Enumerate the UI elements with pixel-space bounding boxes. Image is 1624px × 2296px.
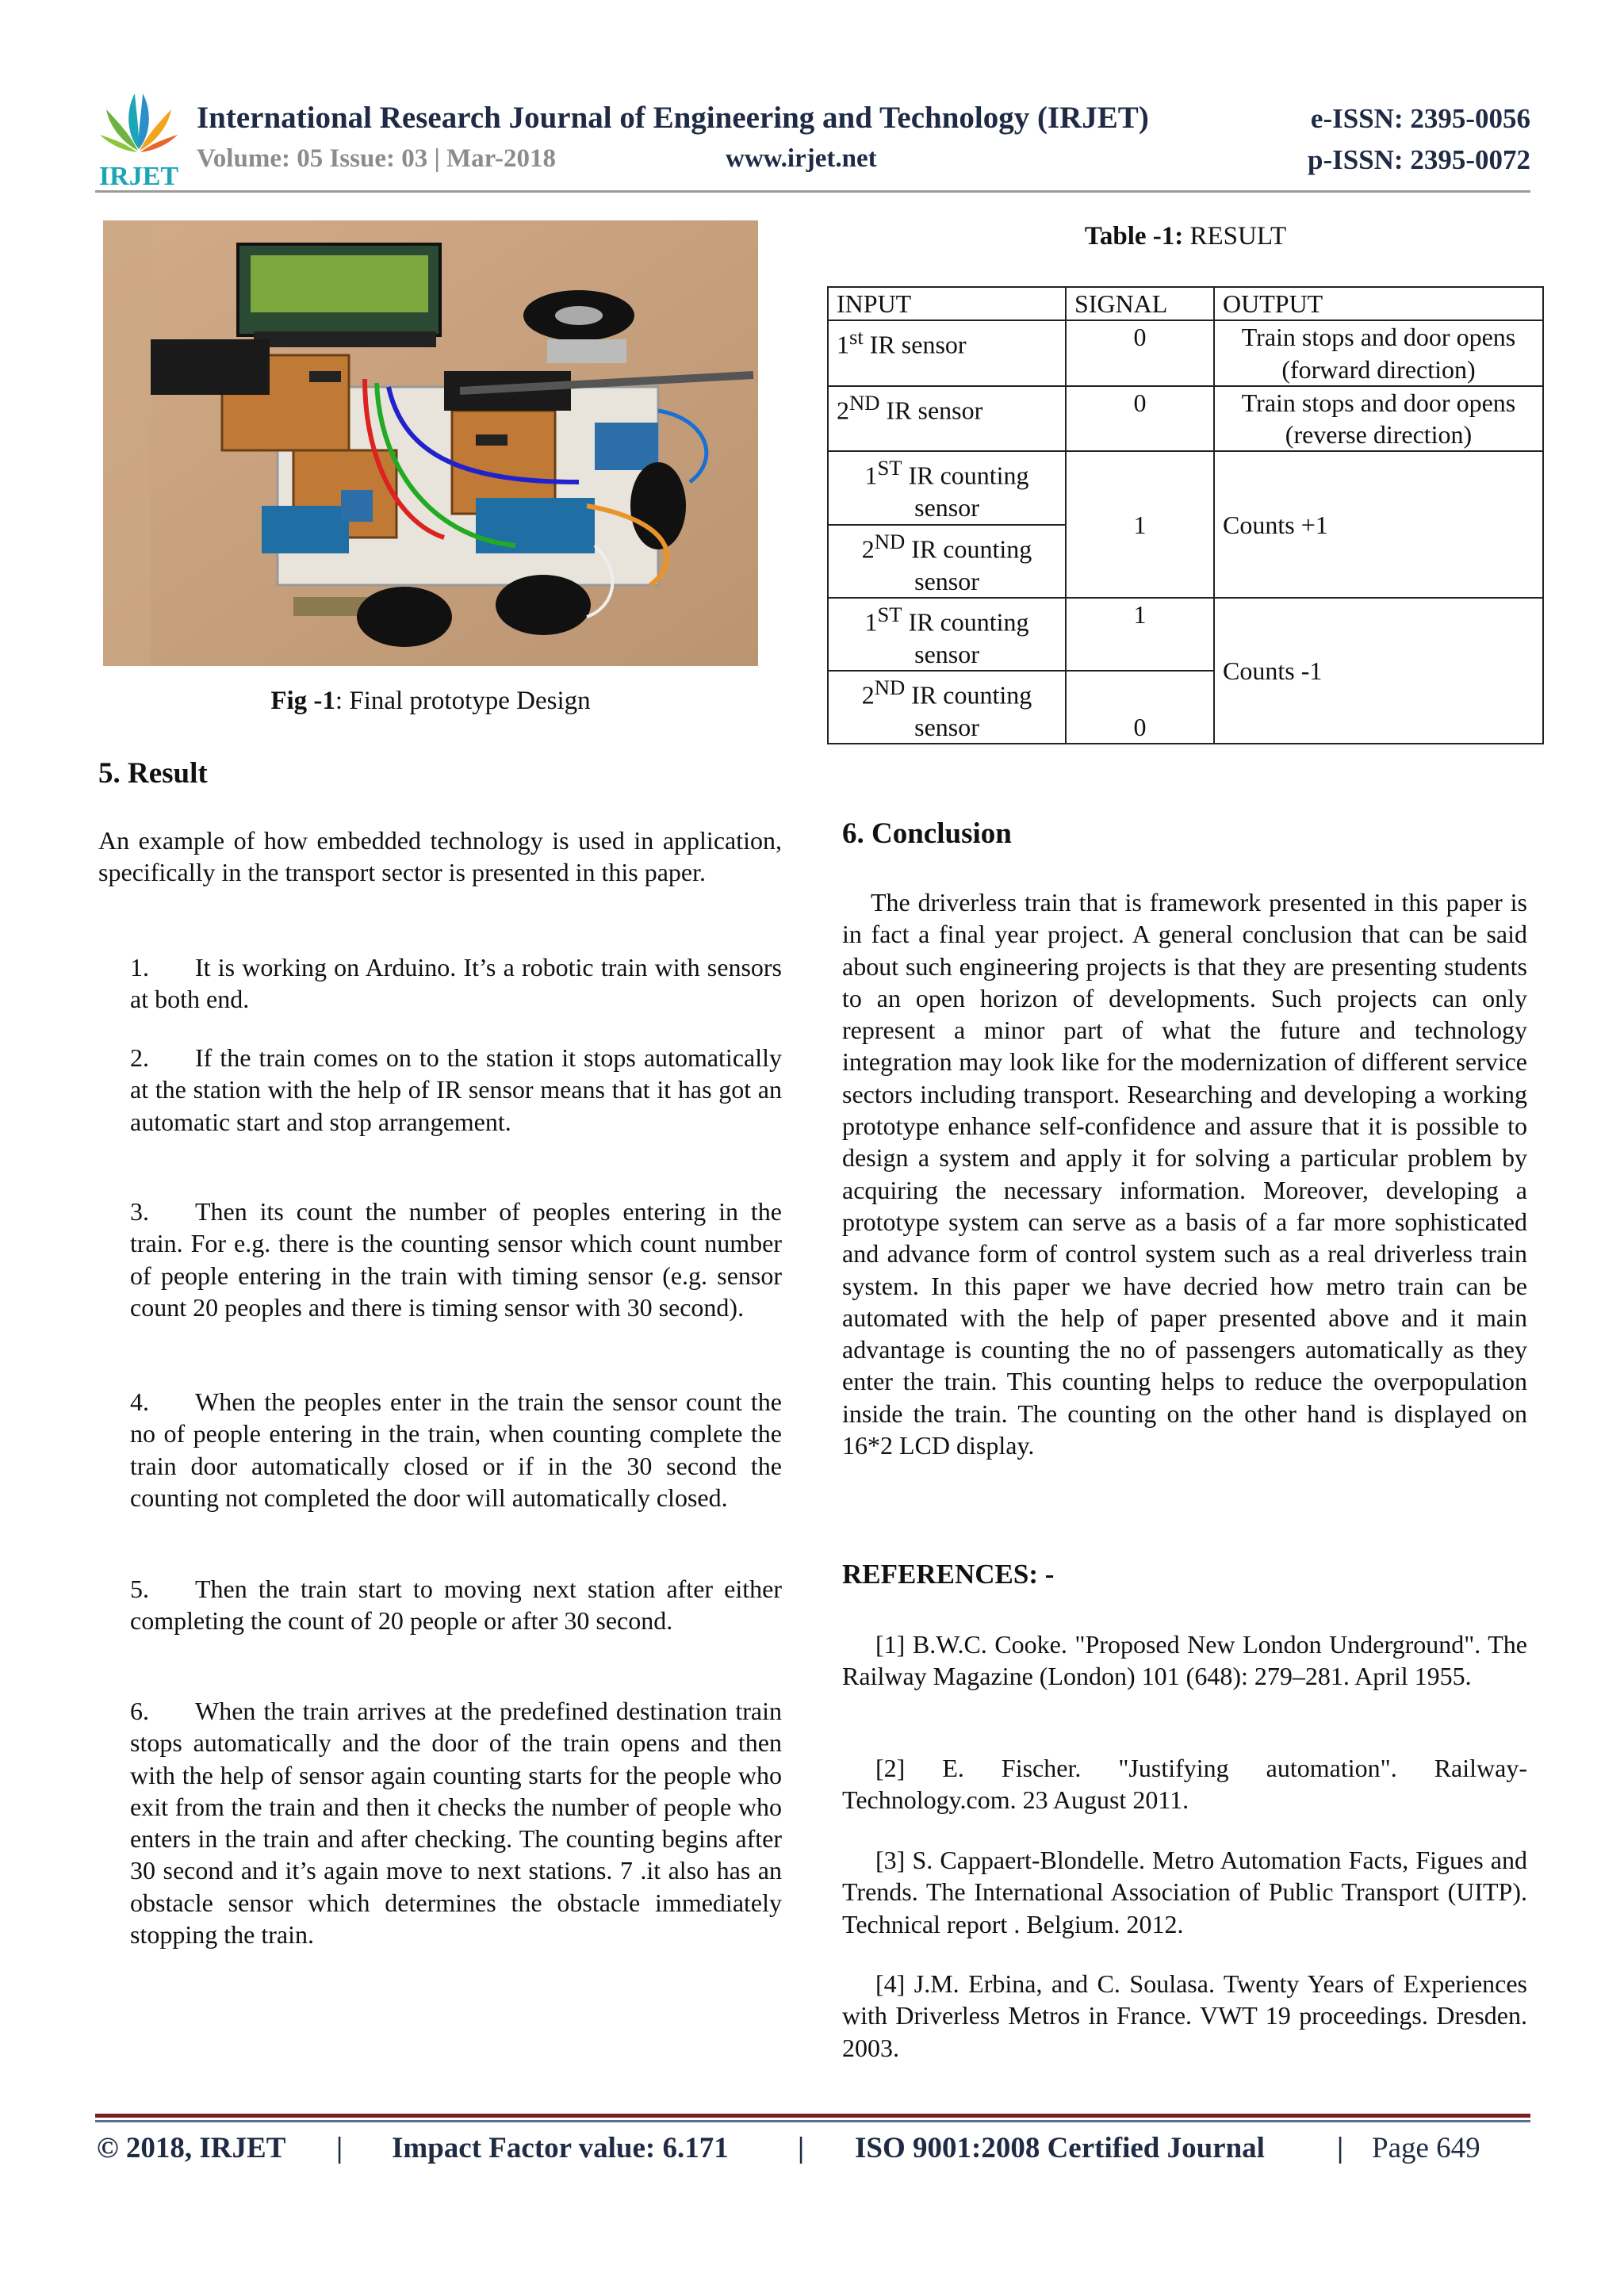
reference-item: [4] J.M. Erbina, and C. Soulasa. Twenty Years of Experiences with Driverless Metros in France. VWT 19 proceedings. Dresden. 2003. bbox=[842, 1969, 1527, 2062]
journal-website: www.irjet.net bbox=[726, 144, 877, 173]
reference-item: [2] E. Fischer. "Justifying automation". Railway-Technology.com. 23 August 2011. bbox=[842, 1754, 1527, 1815]
table-cell-signal: 0 bbox=[1066, 671, 1214, 744]
figure-label: Fig -1 bbox=[270, 687, 335, 715]
table-cell-signal: 0 bbox=[1066, 386, 1214, 452]
table-cell-signal: 1 bbox=[1066, 451, 1214, 598]
table-cell-output: Train stops and door opens (forward direction) bbox=[1214, 320, 1543, 386]
table-cell-input: 2ND IR sensor bbox=[828, 386, 1066, 452]
table-cell-input: 1ST IR counting sensor bbox=[828, 598, 1066, 671]
result-item-1: 1. It is working on Arduino. It’s a robotic train with sensors at both end. bbox=[130, 953, 782, 1014]
journal-title: International Research Journal of Engineering and Technology (IRJET) bbox=[197, 101, 1149, 135]
table-cell-output: Counts -1 bbox=[1214, 598, 1543, 744]
result-item-5: 5. Then the train start to moving next station after either completing the count of 20 people or after 30 second. bbox=[130, 1575, 782, 1636]
result-heading: 5. Result bbox=[98, 757, 208, 790]
conclusion-heading: 6. Conclusion bbox=[842, 817, 1012, 850]
table-cell-input: 1ST IR counting sensor bbox=[828, 451, 1066, 524]
table-header-input: INPUT bbox=[828, 287, 1066, 320]
footer-divider bbox=[95, 2114, 1530, 2118]
result-item-3: 3. Then its count the number of peoples entering in the train. For e.g. there is the counting sensor which count number of people entering in the train with timing sensor (e.g. sensor count 20 peoples and there is timing sensor with 30 second). bbox=[130, 1197, 782, 1322]
table-cell-signal: 1 bbox=[1066, 598, 1214, 671]
result-item-6: 6. When the train arrives at the predefined destination train stops automatically and the door of the train opens and then with the help of sensor again counting starts for the people who exit from the train and then it checks the number of people who enters in the train and after checking. The counting begins after 30 second and it’s again move to next stations. 7 .it also has an obstacle sensor which determines the obstacle immediately stopping the train. bbox=[130, 1697, 782, 1950]
table-cell-input: 2ND IR counting sensor bbox=[828, 671, 1066, 744]
table-header-row bbox=[828, 287, 1543, 320]
result-table bbox=[827, 286, 1544, 744]
table-header-signal: SIGNAL bbox=[1066, 287, 1214, 320]
result-item-4: 4. When the peoples enter in the train the sensor count the no of people entering in the train, when counting complete the train door automatically closed or if in the 30 second the counting not completed the door will automatically closed. bbox=[130, 1387, 782, 1512]
footer-separator: | bbox=[798, 2132, 805, 2164]
page-header bbox=[95, 87, 1530, 198]
table-label: Table -1: bbox=[1084, 222, 1184, 251]
references-heading: REFERENCES: - bbox=[842, 1559, 1055, 1590]
table-header-output: OUTPUT bbox=[1214, 287, 1543, 320]
table-cell-output: Counts +1 bbox=[1214, 451, 1543, 598]
table-row bbox=[828, 451, 1543, 524]
result-intro: An example of how embedded technology is used in application, specifically in the transport sector is presented in this paper. bbox=[98, 826, 782, 887]
table-cell-input: 2ND IR counting sensor bbox=[828, 525, 1066, 598]
header-divider bbox=[95, 190, 1530, 193]
table-cell-input: 1st IR sensor bbox=[828, 320, 1066, 386]
conclusion-text: The driverless train that is framework presented in this paper is in fact a final year project. A general conclusion that can be said about such engineering projects is that they are presenting students to an open horizon of developments. Such projects can only represent a minor part of what the future and technology integration may look like for the modernization of different service sectors including transport. Researching and developing a working prototype enhance self-confidence and assure that it is possible to design a system and apply it for solving a particular problem by acquiring the necessary information. Moreover, developing a prototype system can serve as a basis of a far more sophisticated and advance form of control system such as a real driverless train system. In this paper we have decried how metro train can be automated with the help of paper presented above and it main advantage is counting the no of passengers automatically as they enter the train. This counting helps to reduce the overpopulation inside the train. The counting on the other hand is displayed on 16*2 LCD display. bbox=[842, 888, 1527, 1460]
reference-item: [3] S. Cappaert-Blondelle. Metro Automation Facts, Figues and Trends. The International Association of Public Transport (UITP). Technical report . Belgium. 2012. bbox=[842, 1846, 1527, 1938]
prototype-photo bbox=[103, 220, 758, 666]
table-caption bbox=[827, 222, 1544, 251]
table-cell-output: Train stops and door opens (reverse direction) bbox=[1214, 386, 1543, 452]
e-issn: e-ISSN: 2395-0056 bbox=[1310, 103, 1530, 134]
result-item-2: 2. If the train comes on to the station it stops automatically at the station with the help of IR sensor means that it has got an automatic start and stop arrangement. bbox=[130, 1043, 782, 1136]
table-caption-text: RESULT bbox=[1183, 222, 1287, 251]
figure-caption bbox=[103, 687, 758, 716]
table-row bbox=[828, 386, 1543, 452]
footer-separator: | bbox=[336, 2132, 343, 2164]
footer-iso: ISO 9001:2008 Certified Journal bbox=[855, 2132, 1265, 2164]
table-row bbox=[828, 320, 1543, 386]
reference-item: [1] B.W.C. Cooke. "Proposed New London Underground". The Railway Magazine (London) 101 (648): 279–281. April 1955. bbox=[842, 1630, 1527, 1691]
table-cell-signal: 0 bbox=[1066, 320, 1214, 386]
irjet-logo bbox=[95, 87, 182, 190]
p-issn: p-ISSN: 2395-0072 bbox=[1307, 144, 1530, 175]
footer-divider-accent bbox=[95, 2120, 1530, 2122]
footer-impact-factor: Impact Factor value: 6.171 bbox=[392, 2132, 729, 2164]
figure-caption-text: : Final prototype Design bbox=[335, 687, 591, 715]
footer-copyright: © 2018, IRJET bbox=[97, 2132, 286, 2164]
svg-text:IRJET: IRJET bbox=[98, 162, 179, 190]
table-row bbox=[828, 598, 1543, 671]
footer-separator: | bbox=[1337, 2132, 1344, 2164]
footer-page-number: Page 649 bbox=[1372, 2132, 1480, 2164]
volume-info: Volume: 05 Issue: 03 | Mar-2018 bbox=[197, 144, 557, 173]
